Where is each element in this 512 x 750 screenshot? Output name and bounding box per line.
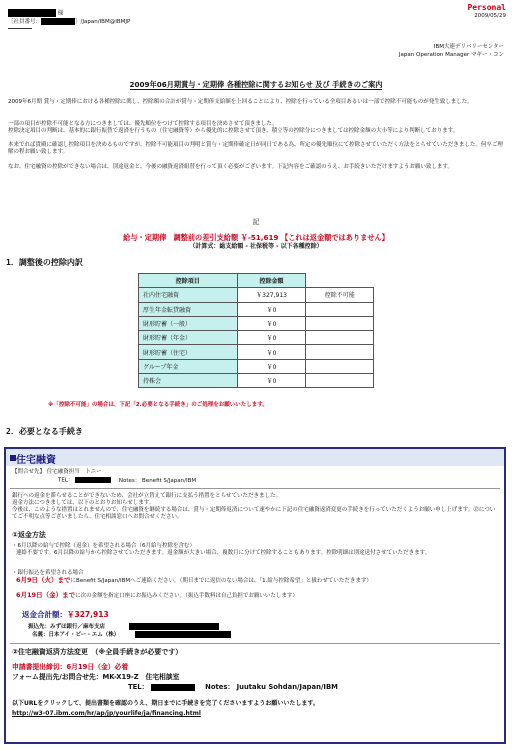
table-row bbox=[139, 302, 374, 316]
row-item: 財形貯蓄（一般） bbox=[139, 316, 238, 330]
option2-head: ・銀行振込を希望される場合 bbox=[12, 570, 84, 576]
divider bbox=[10, 488, 500, 489]
row-amount: ￥0 bbox=[237, 359, 306, 373]
redacted-tel bbox=[75, 477, 111, 483]
sender-manager: Japan Operation Manager マギー・コン bbox=[398, 52, 504, 58]
bank-line: 振込先：みずほ銀行／麻布支店 bbox=[28, 623, 219, 631]
box-title: 住宅融資 bbox=[16, 455, 56, 466]
redacted-name bbox=[8, 9, 56, 17]
row-note bbox=[306, 359, 374, 373]
summary-formula: （計算式：総支給額 - 社保税等 - 以下各種控除） bbox=[189, 243, 323, 250]
divider bbox=[10, 643, 500, 644]
redacted-employee-no bbox=[41, 18, 75, 25]
sender-org: IBM大連デリバリーセンター bbox=[433, 44, 504, 50]
confidential-label: Personal bbox=[467, 3, 506, 12]
row-note bbox=[306, 345, 374, 359]
form-tel-notes: TEL： Notes： Juutaku Sohdan/Japan/IBM bbox=[128, 683, 338, 691]
redacted-tel bbox=[151, 684, 195, 691]
table-row bbox=[139, 374, 374, 388]
intro-paragraph-5: なお、住宅融資の控除ができない場合は、別途返金と、今後の融資返済組替を行って頂く必要がございます。下記内容をご確認のうえ、お手続きいただけますようお願い致します。 bbox=[8, 164, 453, 170]
ki-heading: 記 bbox=[252, 218, 260, 226]
repayment-change-heading: ②住宅融資返済方法変更 （※全員手続きが必要です） bbox=[12, 648, 183, 656]
box-paragraph-2: 返金方法につきましては、以下のとおりお知らせします。 bbox=[12, 500, 155, 506]
employee-number: ［社員番号： ］/Japan/IBM@IBMJP bbox=[8, 19, 131, 25]
intro-paragraph-3: 控除決定項目の判断は、基本的に銀行振替で返済を行うもの（住宅融資等）から優先的に控除させて頂き、積立等の控除分につきましては控除金額の大小等により判断しております。 bbox=[8, 128, 459, 134]
row-amount: ￥327,913 bbox=[237, 288, 306, 302]
contact-tel: TEL： Notes： Benefit S/Japan/IBM bbox=[58, 477, 197, 484]
refund-total: 返金合計額：￥327,913 bbox=[22, 610, 109, 619]
table-footnote: ※「控除不可能」の場合は、下記「2.必要となる手続き」のご処理をお願いいたします。 bbox=[48, 402, 268, 408]
box-paragraph-1: 銀行への返金を滞らせることができないため、会社が立替えて銀行に支払う措置をとらせていただきました。 bbox=[12, 493, 281, 499]
option2-step-a: 6月9日（火）までにBenefit S/Japan/IBMへご連絡ください。（期日までに返信のない場合は、「1.給与控除希望」と扱わせていただきます） bbox=[16, 576, 372, 584]
contact-line: 【問合せ先】 住宅融資担当 トニー bbox=[12, 469, 102, 475]
row-item: 厚生年金転貸融資 bbox=[139, 302, 238, 316]
url-instruction: 以下URLをクリックして、提出書類を確認のうえ、期日までに手続きを完了くださいますようお願いいたします。 bbox=[12, 700, 319, 707]
row-amount: ￥0 bbox=[237, 331, 306, 345]
row-amount: ￥0 bbox=[237, 316, 306, 330]
table-row bbox=[139, 288, 374, 302]
row-item: 財形貯蓄（住宅） bbox=[139, 345, 238, 359]
option2-step-b: 6月19日（金）までに次の金額を指定口座にお振込みください。（振込手数料は自己負担でお願いいたします） bbox=[16, 591, 298, 599]
summary-amount: 給与・定期俸 調整前の差引支給額 ￥-51,619 【これは返金額ではありません】 bbox=[123, 233, 389, 242]
option1-head: ・6月以降の給与で控除（返金）を希望される場合（6月給与控除を含む） bbox=[12, 543, 196, 549]
table-row bbox=[139, 359, 374, 373]
recipient: 様 bbox=[8, 9, 63, 18]
row-item: グループ年金 bbox=[139, 359, 238, 373]
col-note bbox=[306, 274, 374, 288]
box-paragraph-3: 今後は、このような措置はとれませんので、住宅融資を継続する場合は、賞与・定期俸返済について速やかに下記の住宅融資返済変更の手続きを行っていただくようお願い申し上げます。⑫についてご不明な点等ございましたら、住宅相談窓口へお問合せください。 bbox=[12, 507, 496, 520]
housing-loan-box bbox=[4, 447, 506, 744]
box-header bbox=[6, 449, 504, 466]
col-item: 控除項目 bbox=[139, 274, 238, 288]
section2-title: 2．必要となる手続き bbox=[6, 427, 83, 436]
table-row bbox=[139, 331, 374, 345]
row-item: 財形貯蓄（年金） bbox=[139, 331, 238, 345]
table-row bbox=[139, 316, 374, 330]
financing-link[interactable]: http://w3-07.ibm.com/hr/ap/jp/yourlife/ja/financing.html bbox=[12, 710, 201, 717]
document-date: 2009/05/29 bbox=[474, 13, 506, 19]
row-item: 持株会 bbox=[139, 374, 238, 388]
row-amount: ￥0 bbox=[237, 345, 306, 359]
redacted-account-no bbox=[135, 631, 231, 638]
row-note bbox=[306, 331, 374, 345]
deduction-table bbox=[138, 273, 374, 388]
row-amount: ￥0 bbox=[237, 374, 306, 388]
section1-title: 1．調整後の控除内訳 bbox=[6, 258, 83, 267]
deadline-line: 申請書提出締切：6月19日（金）必着 bbox=[12, 663, 129, 671]
account-name-line: 名義：日本アイ・ビー・エム（株） bbox=[32, 631, 231, 639]
page-title: 2009年06月期賞与・定期俸 各種控除に関するお知らせ 及び 手続きのご案内 bbox=[129, 80, 383, 89]
header-rule bbox=[8, 28, 32, 29]
row-note bbox=[306, 316, 374, 330]
row-amount: ￥0 bbox=[237, 302, 306, 316]
row-note bbox=[306, 302, 374, 316]
table-header-row bbox=[139, 274, 374, 288]
option1-body: 連絡不要です。6月以降の給与から控除させていただきます。返金額が大きい場合、複数月に分けて控除することもあります。控除明細は別途送付させていただきます。 bbox=[16, 550, 431, 556]
col-amount: 控除金額 bbox=[237, 274, 306, 288]
intro-paragraph-4: 本来でれば貴殿に確認し控除項目を決めるものですが、控除不可能項目の判明と賞与・定期俸確定日が同日である為、所定の優先順位にて控除させていただく方法をとらせていただきました。何卒ご理解の程お願い致します。 bbox=[8, 142, 503, 155]
row-note bbox=[306, 374, 374, 388]
row-note: 控除不可能 bbox=[306, 288, 374, 302]
row-item: 社内住宅融資 bbox=[139, 288, 238, 302]
refund-method-heading: ①返金方法 bbox=[12, 531, 46, 539]
intro-paragraph-2: 一部の項目が控除不可能となる方につきましては、優先順位をつけて控除する項目を決めさせて頂きました。 bbox=[8, 121, 278, 127]
form-destination: フォーム提出先/お問合せ先：MK-X19-Z 住宅相談室 bbox=[12, 673, 180, 681]
redacted-account bbox=[129, 623, 219, 630]
table-row bbox=[139, 345, 374, 359]
intro-paragraph-1: 2009年6月期 賞与・定期俸における各種控除に関し、控除額の合計が賞与・定期俸支給額を上回ることにより、控除を行っている全項目あるいは一部で控除不可能ものが発生致しました。 bbox=[8, 99, 473, 105]
